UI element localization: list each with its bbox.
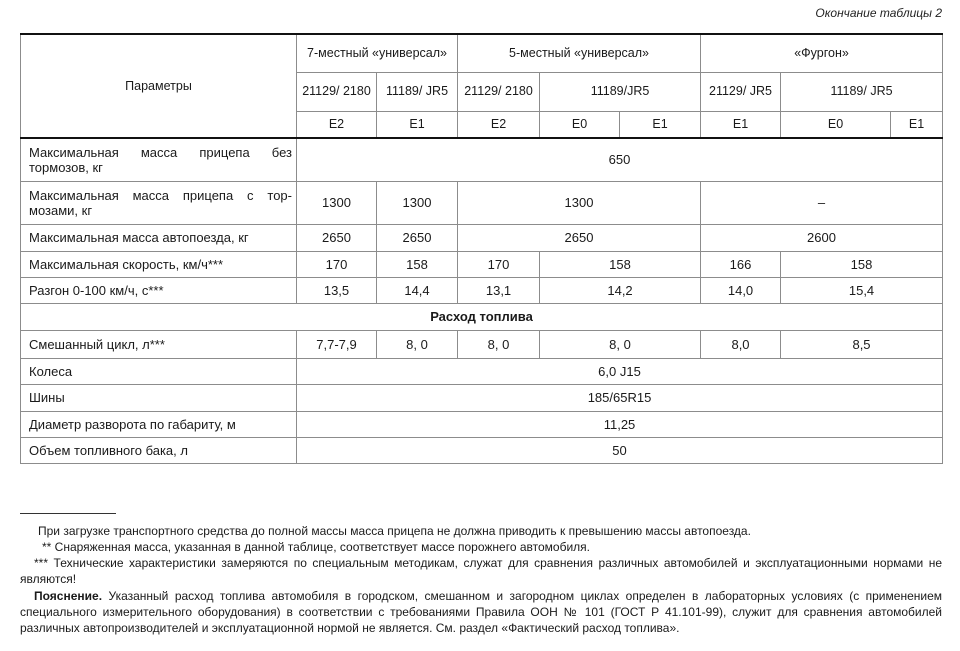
row-label: Смешанный цикл, л*** <box>21 330 297 358</box>
cell-value: 2650 <box>297 224 377 251</box>
explanation-label: Пояснение. <box>34 589 103 603</box>
row-label: Шины <box>21 384 297 411</box>
cell-value: 1300 <box>377 181 458 224</box>
group-van-header: «Фургон» <box>701 34 943 72</box>
emission-header: E2 <box>458 111 540 138</box>
cell-value: 14,4 <box>377 277 458 303</box>
cell-value: 170 <box>458 251 540 277</box>
emission-header: E2 <box>297 111 377 138</box>
model-header: 11189/ JR5 <box>377 72 458 111</box>
row-label: Максимальная масса прицепа с тор-мозами, кг <box>21 181 297 224</box>
emission-header: E1 <box>891 111 943 138</box>
cell-value: 650 <box>297 138 943 181</box>
cell-value: 8,5 <box>781 330 943 358</box>
explanation-note <box>20 588 942 636</box>
row-label: Диаметр разворота по габариту, м <box>21 411 297 437</box>
footnote-1: При загрузке транспортного средства до полной массы масса прицепа не должна приводить к превышению массы автопоезда. <box>38 524 751 538</box>
cell-value: 13,5 <box>297 277 377 303</box>
table-caption: Окончание таблицы 2 <box>815 6 942 20</box>
spec-table <box>20 33 943 464</box>
row-label: Максимальная скорость, км/ч*** <box>21 251 297 277</box>
cell-value: 2650 <box>458 224 701 251</box>
cell-value: 170 <box>297 251 377 277</box>
row-label: Объем топливного бака, л <box>21 437 297 463</box>
cell-value: 158 <box>540 251 701 277</box>
cell-value: 7,7-7,9 <box>297 330 377 358</box>
footnote-2: ** Снаряженная масса, указанная в данной таблице, соответствует массе порожнего автомобиля. <box>42 540 590 554</box>
model-header: 21129/ 2180 <box>458 72 540 111</box>
cell-value: 2650 <box>377 224 458 251</box>
cell-value: 8, 0 <box>458 330 540 358</box>
cell-value: 2600 <box>701 224 943 251</box>
model-header: 11189/JR5 <box>540 72 701 111</box>
cell-value: 8, 0 <box>377 330 458 358</box>
params-header: Параметры <box>21 34 297 138</box>
cell-value: – <box>701 181 943 224</box>
cell-value: 8,0 <box>701 330 781 358</box>
cell-value: 11,25 <box>297 411 943 437</box>
cell-value: 14,0 <box>701 277 781 303</box>
row-label: Максимальная масса автопоезда, кг <box>21 224 297 251</box>
cell-value: 15,4 <box>781 277 943 303</box>
row-label: Разгон 0-100 км/ч, с*** <box>21 277 297 303</box>
row-label: Колеса <box>21 358 297 384</box>
group-7seat-header: 7-местный «универсал» <box>297 34 458 72</box>
explanation-text: Указанный расход топлива автомобиля в городском, смешанном и загородном циклах определен в лабораторных условиях (с применением специального измерительного оборудования) в соответствии с требованиями Правила ООН № 101 (ГОСТ Р 41.101-99), служит для сравнения автомобилей различных автопроизводителей и эксплуатационной нормой не является. См. раздел «Фактический расход топлива». <box>20 589 942 635</box>
emission-header: E1 <box>620 111 701 138</box>
cell-value: 1300 <box>458 181 701 224</box>
cell-value: 13,1 <box>458 277 540 303</box>
cell-value: 50 <box>297 437 943 463</box>
footnote-3: *** Технические характеристики замеряются по специальным методикам, служат для сравнения различных автомобилей и эксплуатационными нормами не являются! <box>20 556 942 586</box>
row-label: Максимальная масса прицепа без тормозов, кг <box>21 138 297 181</box>
footnote-divider <box>20 513 116 514</box>
cell-value: 166 <box>701 251 781 277</box>
cell-value: 8, 0 <box>540 330 701 358</box>
fuel-section-heading: Расход топлива <box>21 303 943 330</box>
emission-header: E0 <box>781 111 891 138</box>
cell-value: 158 <box>781 251 943 277</box>
group-5seat-header: 5-местный «универсал» <box>458 34 701 72</box>
model-header: 21129/ 2180 <box>297 72 377 111</box>
cell-value: 1300 <box>297 181 377 224</box>
emission-header: E0 <box>540 111 620 138</box>
footnotes <box>20 523 942 636</box>
cell-value: 6,0 J15 <box>297 358 943 384</box>
model-header: 11189/ JR5 <box>781 72 943 111</box>
cell-value: 185/65R15 <box>297 384 943 411</box>
cell-value: 14,2 <box>540 277 701 303</box>
cell-value: 158 <box>377 251 458 277</box>
emission-header: E1 <box>701 111 781 138</box>
model-header: 21129/ JR5 <box>701 72 781 111</box>
emission-header: E1 <box>377 111 458 138</box>
